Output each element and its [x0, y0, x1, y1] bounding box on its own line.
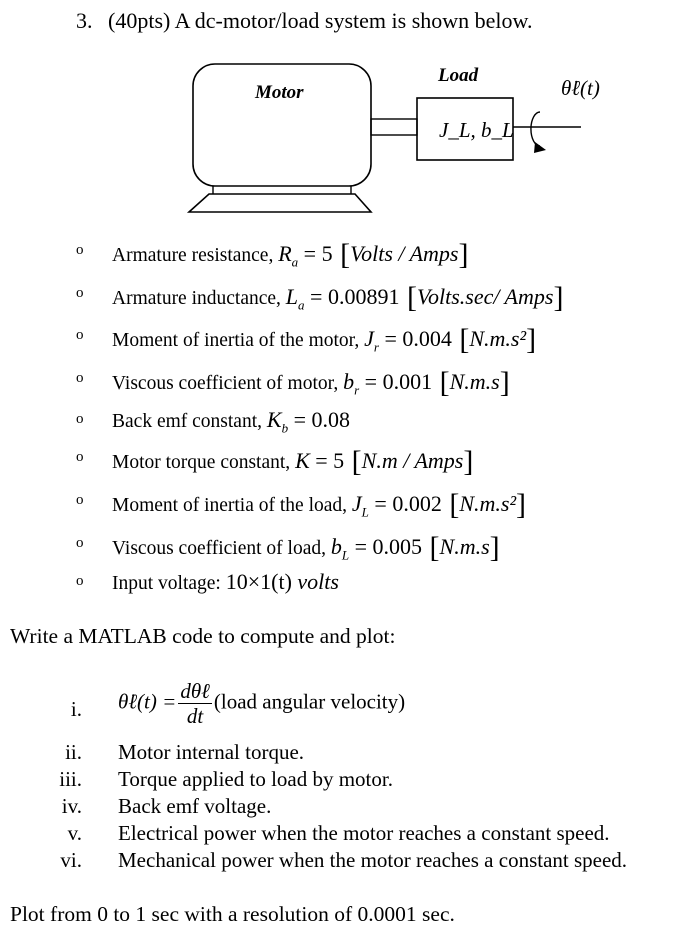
item-text-row: Electrical power when the motor reaches a constant speed.: [118, 821, 610, 845]
parameter-symbol: K: [266, 407, 282, 432]
item-number: ii.: [65, 740, 82, 764]
equation-fraction: [178, 679, 212, 728]
question-text: (40pts) A dc-motor/load system is shown below.: [108, 8, 533, 33]
bullet-icon: o: [76, 449, 84, 465]
parameter-symbol: K: [295, 448, 310, 473]
question-header: [76, 8, 533, 34]
parameter-unit: Volts / Amps: [350, 241, 459, 266]
item-number: i.: [70, 697, 82, 721]
parameter-row: [112, 407, 350, 436]
parameter-value: = 0.005: [354, 534, 423, 559]
item-text-row: [118, 679, 405, 728]
equation-lhs: θ̇ℓ(t) =: [118, 689, 177, 714]
item-text: (load angular velocity): [213, 689, 406, 714]
item-number: iii.: [59, 767, 82, 791]
parameter-symbol: b: [330, 534, 342, 559]
rotation-arrow: [531, 112, 540, 146]
parameter-unit: N.m.s²: [459, 491, 517, 516]
parameter-symbol: b: [343, 369, 355, 394]
parameter-label: Armature resistance,: [112, 245, 274, 266]
parameter-subscript: L: [341, 547, 350, 563]
parameter-symbol: R: [278, 241, 292, 266]
parameter-value: = 0.00891: [310, 284, 400, 309]
parameter-label: Motor torque constant,: [112, 452, 291, 473]
parameter-label: Moment of inertia of the motor,: [112, 330, 360, 351]
parameter-row: Armature resistance, $R_a = 5$ [Volts / Amps]: [112, 238, 469, 271]
parameter-subscript: r: [373, 339, 379, 355]
bullet-icon: o: [76, 285, 84, 301]
bullet-icon: o: [76, 492, 84, 508]
parameter-symbol: L: [285, 284, 299, 309]
parameter-label: Armature inductance,: [112, 288, 281, 309]
parameter-value: = 0.004: [384, 326, 452, 351]
item-number: iv.: [61, 794, 82, 818]
instruction-text: Write a MATLAB code to compute and plot:: [10, 624, 396, 648]
parameter-subscript: r: [354, 382, 360, 398]
parameter-row: Moment of inertia of the motor, $J_r = 0.004$ [N.m.s²]: [112, 323, 537, 356]
parameter-row: [112, 569, 339, 595]
motor-load-diagram: [185, 60, 625, 220]
parameter-unit: N.m / Amps: [361, 448, 464, 473]
item-text-row: Motor internal torque.: [118, 740, 305, 764]
motor-shaft: [371, 119, 417, 135]
parameter-subscript: L: [361, 504, 369, 520]
output-label: θ̇ℓ(t): [561, 76, 600, 100]
parameter-value: = 0.002: [374, 491, 442, 516]
parameter-subscript: a: [291, 254, 299, 270]
motor-label: Motor: [255, 82, 304, 103]
parameter-row: Armature inductance, $L_a = 0.00891$ [Volts.sec/ Amps]: [112, 281, 564, 314]
bullet-icon: o: [76, 411, 84, 427]
bullet-icon: o: [76, 242, 84, 258]
motor-base: [189, 194, 371, 212]
parameter-unit: Volts.sec/ Amps: [416, 284, 554, 309]
parameter-row: Moment of inertia of the load, $J_L = 0.002$ [N.m.s²]: [112, 488, 527, 521]
parameter-label: Viscous coefficient of load,: [112, 538, 326, 559]
parameter-row: Motor torque constant, K = 5 [N.m / Amps]: [112, 445, 474, 478]
parameter-value: 10×1(t): [225, 569, 292, 594]
bullet-icon: o: [76, 573, 84, 589]
equation-numerator: dθℓ: [180, 679, 210, 703]
parameter-label: Back emf constant,: [112, 411, 262, 432]
parameter-row: Viscous coefficient of motor, $b_r = 0.001$ [N.m.s]: [112, 366, 510, 399]
parameter-unit: N.m.s²: [469, 326, 527, 351]
load-box-text: J_L, b_L: [439, 118, 514, 142]
parameter-symbol: J: [351, 491, 362, 516]
bullet-icon: o: [76, 535, 84, 551]
load-label: Load: [438, 65, 479, 86]
parameter-value: = 0.08: [293, 407, 350, 432]
item-text-row: Torque applied to load by motor.: [118, 767, 393, 791]
item-text-row: Mechanical power when the motor reaches a constant speed.: [118, 848, 628, 872]
equation-denominator: dt: [186, 704, 204, 728]
bullet-icon: o: [76, 370, 84, 386]
parameter-value: = 0.001: [364, 369, 433, 394]
item-number: vi.: [60, 848, 82, 872]
parameter-label: Input voltage:: [112, 573, 221, 594]
item-number: v.: [67, 821, 82, 845]
parameter-symbol: J: [364, 326, 374, 351]
parameter-label: Moment of inertia of the load,: [112, 495, 348, 516]
parameter-value: = 5: [303, 241, 333, 266]
parameter-value: = 5: [315, 448, 345, 473]
parameter-unit: N.m.s: [439, 534, 490, 559]
parameter-label: Viscous coefficient of motor,: [112, 373, 339, 394]
item-text-row: Back emf voltage.: [118, 794, 272, 818]
parameter-row: Viscous coefficient of load, $b_L = 0.005$ [N.m.s]: [112, 531, 500, 564]
bullet-icon: o: [76, 327, 84, 343]
footer-text: Plot from 0 to 1 sec with a resolution of 0.0001 sec.: [10, 902, 455, 926]
parameter-unit: volts: [297, 569, 339, 594]
parameter-subscript: b: [281, 420, 289, 436]
question-number: 3.: [76, 8, 93, 33]
parameter-subscript: a: [298, 297, 305, 313]
parameter-unit: N.m.s: [449, 369, 500, 394]
